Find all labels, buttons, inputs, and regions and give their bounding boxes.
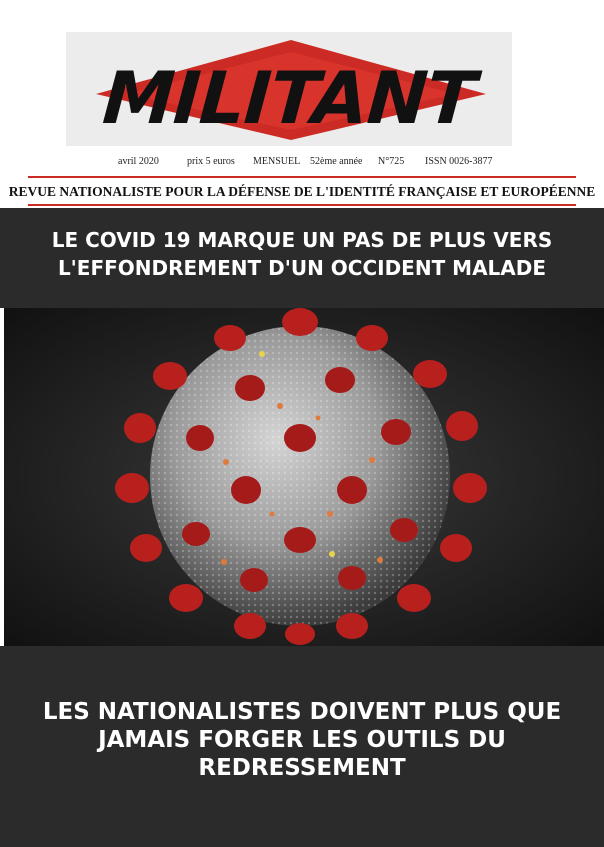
red-divider-top	[28, 176, 576, 178]
headline-line-2: L'EFFONDREMENT D'UN OCCIDENT MALADE	[57, 256, 547, 280]
subheadline-line-2: JAMAIS FORGER LES OUTILS DU	[98, 727, 506, 753]
subheadline-line-3: REDRESSEMENT	[198, 755, 406, 781]
sub-headline	[0, 698, 604, 782]
issue-info-line	[0, 156, 604, 172]
issue-number: N°725	[378, 156, 405, 167]
subheadline-line-1: LES NATIONALISTES DOIVENT PLUS QUE	[42, 699, 562, 725]
headline-line-1: LE COVID 19 MARQUE UN PAS DE PLUS VERS	[51, 228, 553, 252]
red-divider-bottom	[28, 204, 576, 206]
issue-price: prix 5 euros	[187, 156, 235, 167]
issue-frequency: MENSUEL	[253, 156, 301, 167]
logo-text: MILITANT	[100, 56, 478, 140]
masthead-logo	[66, 32, 512, 146]
coronavirus-illustration	[0, 308, 604, 646]
issue-year: 52ème année	[310, 156, 363, 167]
issn: ISSN 0026-3877	[425, 156, 493, 167]
tagline: REVUE NATIONALISTE POUR LA DÉFENSE DE L'IDENTITÉ FRANÇAISE ET EUROPÉENNE	[8, 184, 596, 199]
issue-date: avril 2020	[118, 156, 159, 167]
main-headline	[0, 226, 604, 282]
